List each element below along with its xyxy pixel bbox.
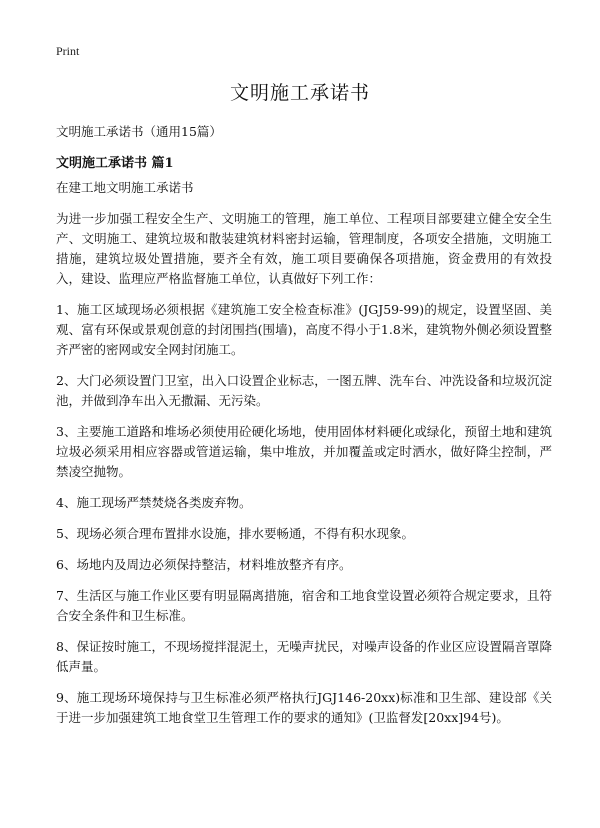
section-heading: 文明施工承诺书 篇1	[56, 156, 174, 171]
document-body	[56, 178, 552, 739]
print-link[interactable]: Print	[56, 44, 80, 58]
paragraph-item-5: 5、现场必须合理布置排水设施，排水要畅通，不得有积水现象。	[56, 526, 414, 541]
paragraph-item-2: 2、大门必须设置门卫室，出入口设置企业标志，一图五牌、洗车台、冲洗设备和垃圾沉淀池，并做到净车出入无撒漏、无污染。	[56, 373, 552, 408]
paragraph-item-1: 1、施工区域现场必须根据《建筑施工安全检查标准》(JGJ59-99)的规定，设置坚固、美观、富有环保或景观创意的封闭围挡(围墙)，高度不得小于1.8米，建筑物外侧必须设置整齐严密的密网或安全网封闭施工。	[56, 302, 552, 357]
paragraph-item-3: 3、主要施工道路和堆场必须使用砼硬化场地，使用固体材料硬化或绿化，预留土地和建筑垃圾必须采用相应容器或管道运输，集中堆放，并加覆盖或定时洒水，做好降尘控制，严禁凌空抛物。	[56, 424, 552, 479]
paragraph-item-6: 6、场地内及周边必须保持整洁，材料堆放整齐有序。	[56, 557, 352, 572]
paragraph-preamble: 为进一步加强工程安全生产、文明施工的管理，施工单位、工程项目部要建立健全安全生产、文明施工、建筑垃圾和散装建筑材料密封运输，管理制度，各项安全措施，文明施工措施，建筑垃圾处置措施，要齐全有效，施工项目要确保各项措施，资金费用的有效投入，建设、监理应严格监督施工单位，认真做好下列工作：	[56, 211, 552, 286]
document-subtitle: 文明施工承诺书（通用15篇）	[56, 124, 222, 139]
page-title: 文明施工承诺书	[229, 82, 370, 104]
paragraph-item-9: 9、施工现场环境保持与卫生标准必须严格执行JGJ146-20xx)标准和卫生部、建设部《关于进一步加强建筑工地食堂卫生管理工作的要求的通知》(卫监督发[20xx]94号)。	[56, 690, 552, 725]
paragraph-item-7: 7、生活区与施工作业区要有明显隔离措施，宿舍和工地食堂设置必须符合规定要求，且符合安全条件和卫生标准。	[56, 588, 552, 623]
paragraph-intro: 在建工地文明施工承诺书	[56, 180, 194, 195]
paragraph-item-4: 4、施工现场严禁焚烧各类废弃物。	[56, 495, 252, 510]
paragraph-item-8: 8、保证按时施工，不现场搅拌混泥土，无噪声扰民，对噪声设备的作业区应设置隔音罩降低声量。	[56, 639, 552, 674]
